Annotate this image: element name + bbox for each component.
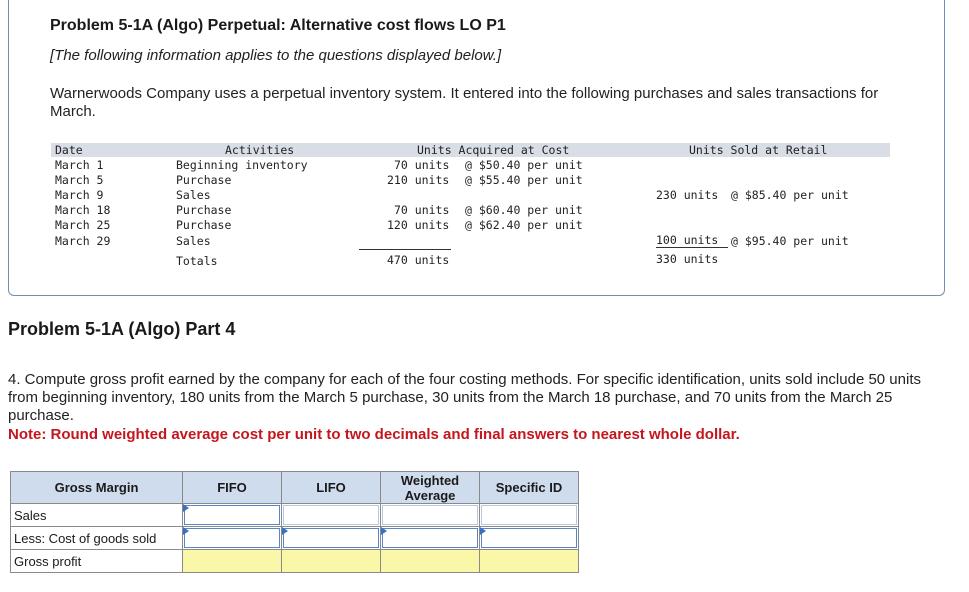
input-sales-specific-id[interactable] [480, 504, 579, 527]
row-acquired-units: 120 units [387, 218, 450, 232]
row-acquired-cost: @ $62.40 per unit [465, 218, 583, 232]
rounding-note: Note: Round weighted average cost per unit to two decimals and final answers to nearest whole dollar. [8, 426, 740, 443]
row-date: March 9 [55, 188, 104, 202]
input-cogs-fifo[interactable] [183, 527, 282, 550]
col-header-date: Date [55, 143, 83, 157]
row-acquired-units: 70 units [394, 203, 450, 217]
row-date: March 29 [55, 234, 111, 248]
input-cogs-lifo[interactable] [282, 527, 381, 550]
problem-title: Problem 5-1A (Algo) Perpetual: Alternative cost flows LO P1 [50, 17, 506, 34]
row-acquired-cost: @ $55.40 per unit [465, 173, 583, 187]
row-date: March 5 [55, 173, 104, 187]
table-header-row [11, 472, 579, 504]
row-activity: Purchase [176, 203, 232, 217]
header-gross-margin: Gross Margin [11, 472, 183, 504]
input-marker-icon [480, 527, 486, 535]
output-gross-profit-specific-id [480, 550, 579, 573]
instruction-text: [The following information applies to the questions displayed below.] [50, 47, 502, 64]
table-row [11, 550, 579, 573]
output-gross-profit-lifo [282, 550, 381, 573]
totals-sold: 330 units [656, 252, 719, 266]
row-acquired-units: 210 units [387, 173, 450, 187]
input-sales-fifo[interactable] [183, 504, 282, 527]
row-sold-units: 100 units [656, 233, 728, 248]
totals-acquired: 470 units [359, 249, 451, 267]
row-sold-price: @ $85.40 per unit [731, 188, 849, 202]
table-row [11, 527, 579, 550]
input-sales-lifo[interactable] [282, 504, 381, 527]
row-acquired-cost: @ $50.40 per unit [465, 158, 583, 172]
row-sold-price: @ $95.40 per unit [731, 234, 849, 248]
gross-margin-table [10, 471, 579, 573]
row-date: March 1 [55, 158, 104, 172]
input-marker-icon [183, 527, 189, 535]
output-gross-profit-fifo [183, 550, 282, 573]
col-header-activities: Activities [225, 143, 295, 157]
question-text: 4. Compute gross profit earned by the company for each of the four costing methods. For specific identification, units sold include 50 units from beginning inventory, 180 units from the March 5 purchase, 30 units from the March 18 purchase, and 70 units from the March 25 purchase. [8, 371, 921, 424]
table-row [11, 504, 579, 527]
input-marker-icon [381, 527, 387, 535]
row-label-cogs: Less: Cost of goods sold [11, 527, 183, 550]
output-gross-profit-weighted-average [381, 550, 480, 573]
header-weighted-average: Weighted Average [381, 472, 480, 504]
intro-text: Warnerwoods Company uses a perpetual inventory system. It entered into the following purchases and sales transactions for March. [50, 85, 879, 120]
col-header-sold: Units Sold at Retail [689, 143, 828, 157]
row-date: March 18 [55, 203, 111, 217]
row-acquired-cost: @ $60.40 per unit [465, 203, 583, 217]
row-label-gross-profit: Gross profit [11, 550, 183, 573]
row-label-sales: Sales [11, 504, 183, 527]
row-activity: Purchase [176, 218, 232, 232]
row-activity: Sales [176, 188, 211, 202]
row-sold-units: 230 units [656, 188, 719, 202]
input-marker-icon [183, 504, 189, 512]
input-sales-weighted-average[interactable] [381, 504, 480, 527]
row-acquired-units: 70 units [394, 158, 450, 172]
col-header-acquired: Units Acquired at Cost [417, 143, 570, 157]
row-activity: Beginning inventory [176, 158, 308, 172]
header-fifo: FIFO [183, 472, 282, 504]
input-marker-icon [282, 527, 288, 535]
row-date: March 25 [55, 218, 111, 232]
row-activity: Purchase [176, 173, 232, 187]
row-activity: Sales [176, 234, 211, 248]
totals-label: Totals [176, 254, 218, 268]
header-specific-id: Specific ID [480, 472, 579, 504]
part-title: Problem 5-1A (Algo) Part 4 [8, 319, 236, 339]
input-cogs-weighted-average[interactable] [381, 527, 480, 550]
input-cogs-specific-id[interactable] [480, 527, 579, 550]
header-lifo: LIFO [282, 472, 381, 504]
